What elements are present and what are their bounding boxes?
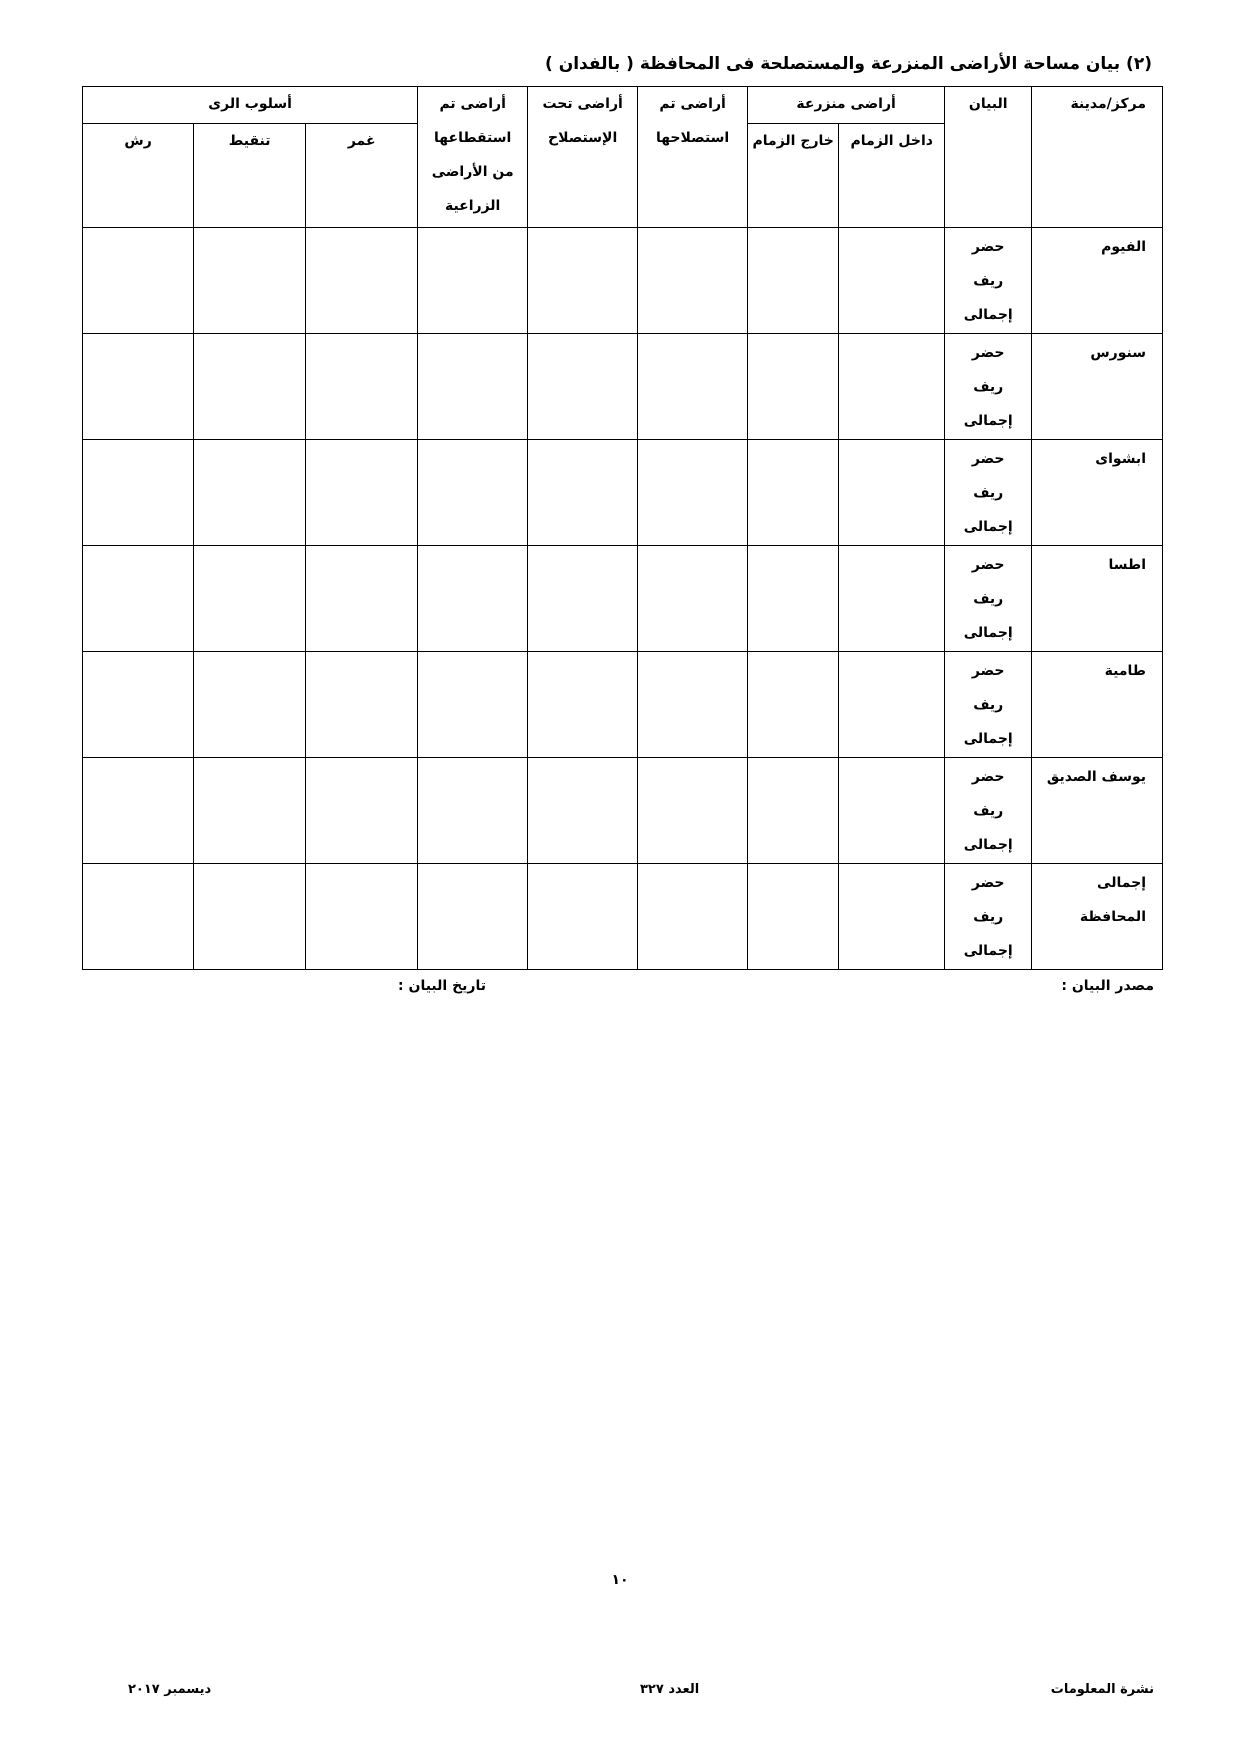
row-bayan-cell <box>945 652 1032 758</box>
empty-data-cell[interactable] <box>748 228 839 334</box>
empty-data-cell[interactable] <box>83 864 194 970</box>
table-row <box>83 864 1163 970</box>
page-title: (٢) بيان مساحة الأراضى المنزرعة والمستصلحة فى المحافظة ( بالفدان ) <box>545 54 1152 74</box>
bayan-label-total: إجمالى <box>963 943 1013 959</box>
empty-data-cell[interactable] <box>528 758 638 864</box>
empty-data-cell[interactable] <box>748 440 839 546</box>
empty-data-cell[interactable] <box>83 546 194 652</box>
row-bayan-cell <box>945 546 1032 652</box>
bayan-label-rural: ريف <box>973 591 1004 607</box>
empty-data-cell[interactable] <box>528 652 638 758</box>
header-center: مركز/مدينة <box>1032 87 1163 228</box>
bayan-label-rural: ريف <box>973 485 1004 501</box>
row-bayan-cell <box>945 758 1032 864</box>
bayan-label-total: إجمالى <box>963 837 1013 853</box>
bayan-label-total: إجمالى <box>963 625 1013 641</box>
empty-data-cell[interactable] <box>418 334 528 440</box>
empty-data-cell[interactable] <box>528 546 638 652</box>
empty-data-cell[interactable] <box>528 440 638 546</box>
empty-data-cell[interactable] <box>194 864 306 970</box>
empty-data-cell[interactable] <box>839 546 945 652</box>
bayan-label-urban: حضر <box>971 451 1005 467</box>
bayan-label-total: إجمالى <box>963 519 1013 535</box>
empty-data-cell[interactable] <box>306 758 418 864</box>
empty-data-cell[interactable] <box>528 228 638 334</box>
data-source-label: مصدر البيان : <box>1061 978 1154 994</box>
empty-data-cell[interactable] <box>194 440 306 546</box>
issue-number: العدد ٣٢٧ <box>640 1682 700 1697</box>
bayan-label-rural: ريف <box>973 273 1004 289</box>
empty-data-cell[interactable] <box>839 864 945 970</box>
bayan-label-urban: حضر <box>971 239 1005 255</box>
header-irrigation: أسلوب الرى <box>83 87 418 124</box>
bayan-label-rural: ريف <box>973 909 1004 925</box>
issue-month: ديسمبر ٢٠١٧ <box>128 1682 212 1697</box>
row-center-name: إجمالى المحافظة <box>1032 864 1163 970</box>
table-row <box>83 652 1163 758</box>
bayan-label-total: إجمالى <box>963 731 1013 747</box>
empty-data-cell[interactable] <box>638 334 748 440</box>
bayan-label-rural: ريف <box>973 803 1004 819</box>
row-bayan-cell <box>945 864 1032 970</box>
table-row <box>83 758 1163 864</box>
table-row <box>83 334 1163 440</box>
empty-data-cell[interactable] <box>194 546 306 652</box>
table-row <box>83 440 1163 546</box>
empty-data-cell[interactable] <box>418 652 528 758</box>
empty-data-cell[interactable] <box>839 440 945 546</box>
empty-data-cell[interactable] <box>638 228 748 334</box>
row-center-name: يوسف الصديق <box>1032 758 1163 864</box>
bayan-label-urban: حضر <box>971 345 1005 361</box>
header-cut-from-agri: أراضى تم استقطاعها من الأراضى الزراعية <box>418 87 528 228</box>
empty-data-cell[interactable] <box>418 758 528 864</box>
row-center-name: اطسا <box>1032 546 1163 652</box>
row-center-name: طامية <box>1032 652 1163 758</box>
empty-data-cell[interactable] <box>194 652 306 758</box>
table-body <box>83 228 1163 970</box>
empty-data-cell[interactable] <box>748 334 839 440</box>
page-number: ١٠ <box>611 1572 629 1588</box>
empty-data-cell[interactable] <box>194 758 306 864</box>
empty-data-cell[interactable] <box>839 758 945 864</box>
header-under-reclaim: أراضى تحت الإستصلاح <box>528 87 638 228</box>
empty-data-cell[interactable] <box>418 864 528 970</box>
empty-data-cell[interactable] <box>748 546 839 652</box>
empty-data-cell[interactable] <box>638 546 748 652</box>
empty-data-cell[interactable] <box>748 652 839 758</box>
empty-data-cell[interactable] <box>306 546 418 652</box>
bayan-label-rural: ريف <box>973 697 1004 713</box>
bayan-label-total: إجمالى <box>963 307 1013 323</box>
empty-data-cell[interactable] <box>83 652 194 758</box>
empty-data-cell[interactable] <box>306 334 418 440</box>
empty-data-cell[interactable] <box>418 546 528 652</box>
empty-data-cell[interactable] <box>306 440 418 546</box>
empty-data-cell[interactable] <box>306 652 418 758</box>
bayan-label-urban: حضر <box>971 663 1005 679</box>
table-row <box>83 546 1163 652</box>
bayan-label-rural: ريف <box>973 379 1004 395</box>
header-sprinkler: رش <box>83 124 194 228</box>
row-bayan-cell <box>945 228 1032 334</box>
row-bayan-cell <box>945 440 1032 546</box>
empty-data-cell[interactable] <box>638 440 748 546</box>
header-reclaimed: أراضى تم استصلاحها <box>638 87 748 228</box>
empty-data-cell[interactable] <box>528 864 638 970</box>
empty-data-cell[interactable] <box>418 440 528 546</box>
empty-data-cell[interactable] <box>528 334 638 440</box>
empty-data-cell[interactable] <box>638 758 748 864</box>
table-row <box>83 228 1163 334</box>
empty-data-cell[interactable] <box>638 864 748 970</box>
bayan-label-urban: حضر <box>971 557 1005 573</box>
header-cultivated: أراضى منزرعة <box>748 87 945 124</box>
row-bayan-cell <box>945 334 1032 440</box>
bayan-label-urban: حضر <box>971 769 1005 785</box>
header-row-top <box>83 87 1163 124</box>
data-date-label: تاريخ البيان : <box>398 978 486 994</box>
empty-data-cell[interactable] <box>418 228 528 334</box>
empty-data-cell[interactable] <box>306 864 418 970</box>
empty-data-cell[interactable] <box>306 228 418 334</box>
empty-data-cell[interactable] <box>194 228 306 334</box>
row-center-name: الفيوم <box>1032 228 1163 334</box>
empty-data-cell[interactable] <box>839 334 945 440</box>
empty-data-cell[interactable] <box>83 440 194 546</box>
row-center-name: سنورس <box>1032 334 1163 440</box>
land-area-table <box>82 86 1163 970</box>
bayan-label-total: إجمالى <box>963 413 1013 429</box>
empty-data-cell[interactable] <box>638 652 748 758</box>
header-flood: غمر <box>306 124 418 228</box>
header-bayan: البيان <box>945 87 1032 228</box>
publication-name: نشرة المعلومات <box>1050 1682 1154 1697</box>
header-outside-zimam: خارج الزمام <box>748 124 839 228</box>
row-center-name: ابشواى <box>1032 440 1163 546</box>
empty-data-cell[interactable] <box>83 758 194 864</box>
empty-data-cell[interactable] <box>83 228 194 334</box>
bayan-label-urban: حضر <box>971 875 1005 891</box>
header-inside-zimam: داخل الزمام <box>839 124 945 228</box>
empty-data-cell[interactable] <box>839 652 945 758</box>
empty-data-cell[interactable] <box>83 334 194 440</box>
empty-data-cell[interactable] <box>748 758 839 864</box>
empty-data-cell[interactable] <box>839 228 945 334</box>
empty-data-cell[interactable] <box>194 334 306 440</box>
empty-data-cell[interactable] <box>748 864 839 970</box>
header-drip: تنقيط <box>194 124 306 228</box>
